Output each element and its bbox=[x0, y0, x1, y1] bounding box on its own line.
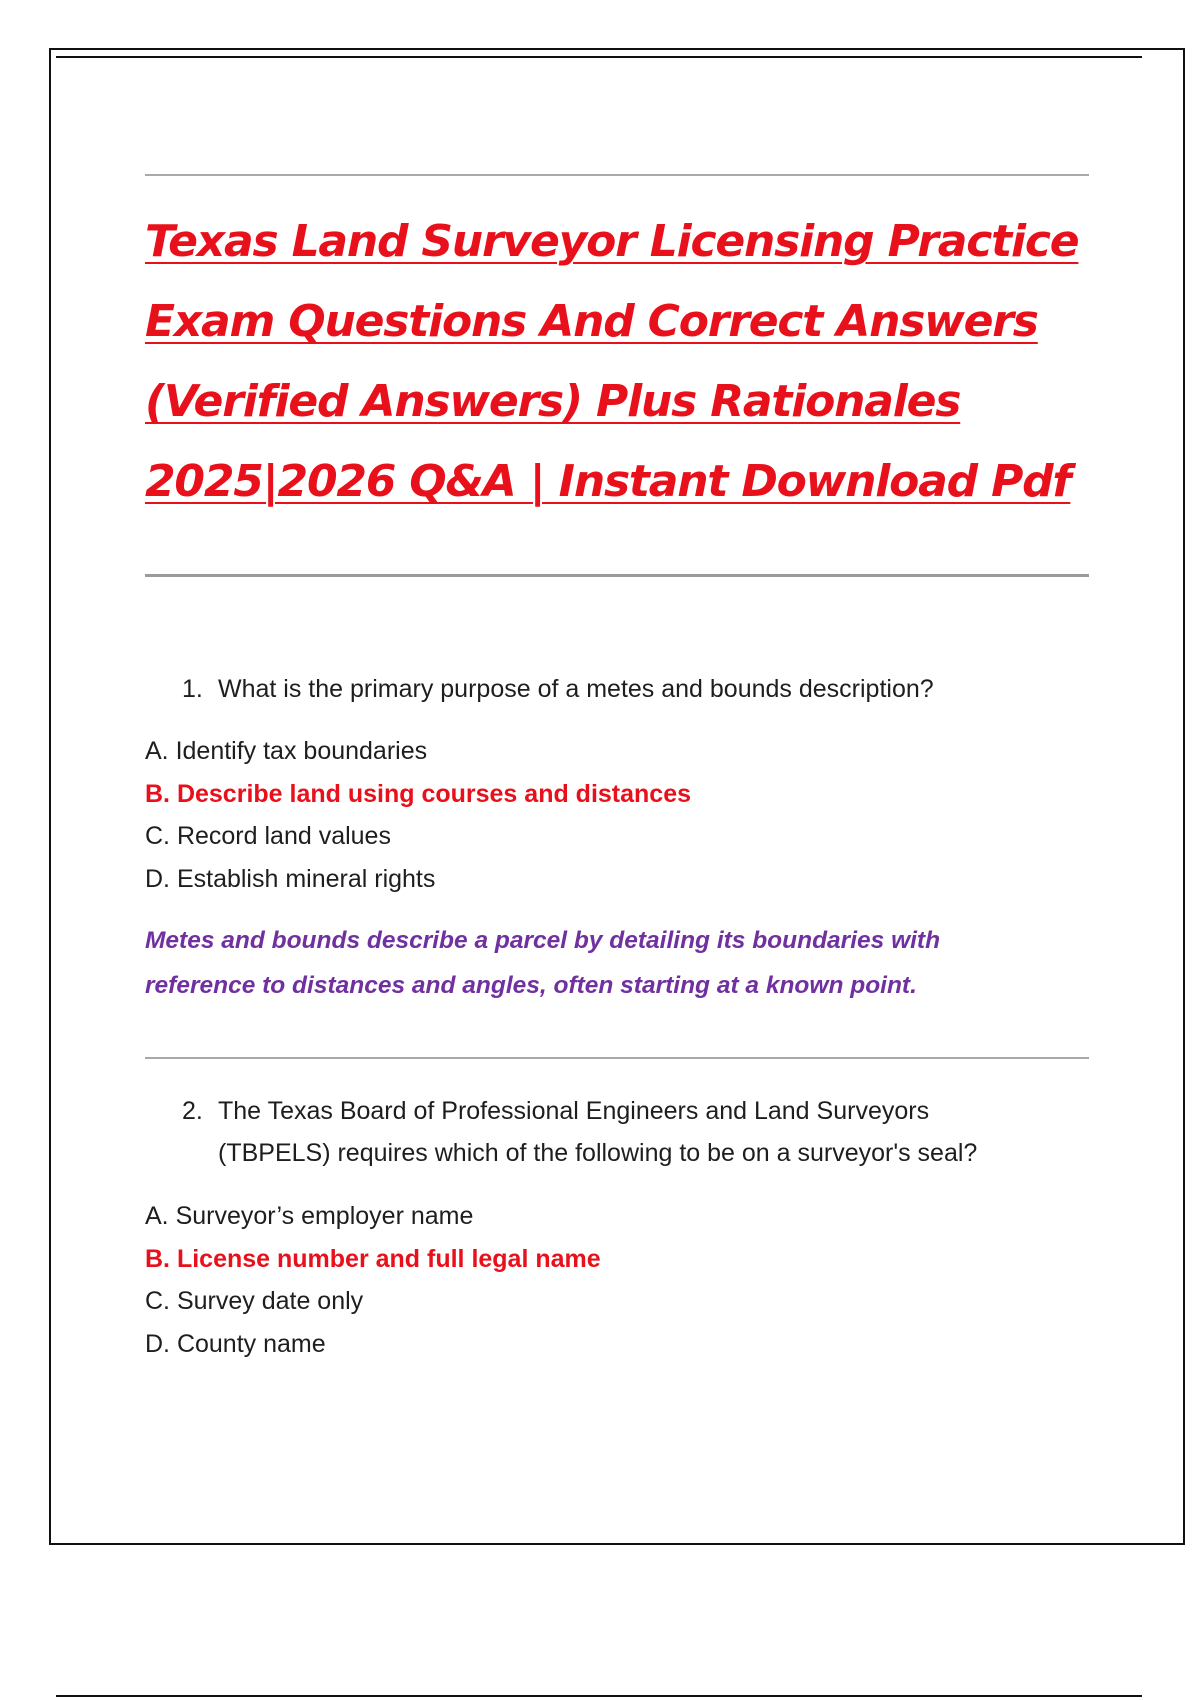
question-number: 1. bbox=[182, 675, 203, 703]
title-line-2: Exam Questions And Correct Answers bbox=[145, 296, 1038, 347]
question-2 bbox=[182, 1090, 1082, 1174]
option-a: A. Surveyor’s employer name bbox=[145, 1202, 474, 1230]
question-1-options bbox=[145, 730, 1045, 900]
question-1 bbox=[182, 668, 1082, 710]
option-b-correct: B. Describe land using courses and distances bbox=[145, 779, 692, 808]
option-c: C. Survey date only bbox=[145, 1287, 364, 1315]
option-d: D. County name bbox=[145, 1329, 326, 1358]
question-number: 2. bbox=[182, 1097, 203, 1125]
rationale-line-2: reference to distances and angles, often starting at a known point. bbox=[145, 972, 917, 999]
bottom-rule bbox=[56, 1695, 1142, 1697]
question-separator bbox=[145, 1057, 1089, 1059]
question-text-line-1: The Texas Board of Professional Engineers and Land Surveyors bbox=[218, 1097, 930, 1125]
question-2-options bbox=[145, 1195, 1045, 1365]
rationale-line-1: Metes and bounds describe a parcel by detailing its boundaries with bbox=[145, 927, 941, 954]
title-line-3: (Verified Answers) Plus Rationales bbox=[145, 376, 961, 427]
title-line-1: Texas Land Surveyor Licensing Practice bbox=[145, 216, 1079, 267]
option-a: A. Identify tax boundaries bbox=[145, 737, 428, 765]
option-b-correct: B. License number and full legal name bbox=[145, 1244, 601, 1273]
question-text: What is the primary purpose of a metes and bounds description? bbox=[218, 675, 934, 703]
option-d: D. Establish mineral rights bbox=[145, 864, 436, 893]
document-title bbox=[145, 202, 1105, 522]
title-line-4: 2025|2026 Q&A | Instant Download Pdf bbox=[145, 456, 1071, 507]
title-bottom-separator bbox=[145, 574, 1089, 577]
option-c: C. Record land values bbox=[145, 822, 391, 850]
question-text-line-2: (TBPELS) requires which of the following to be on a surveyor's seal? bbox=[218, 1139, 978, 1167]
top-rule bbox=[56, 56, 1142, 58]
title-top-separator bbox=[145, 174, 1089, 176]
question-1-rationale bbox=[145, 918, 1095, 1008]
